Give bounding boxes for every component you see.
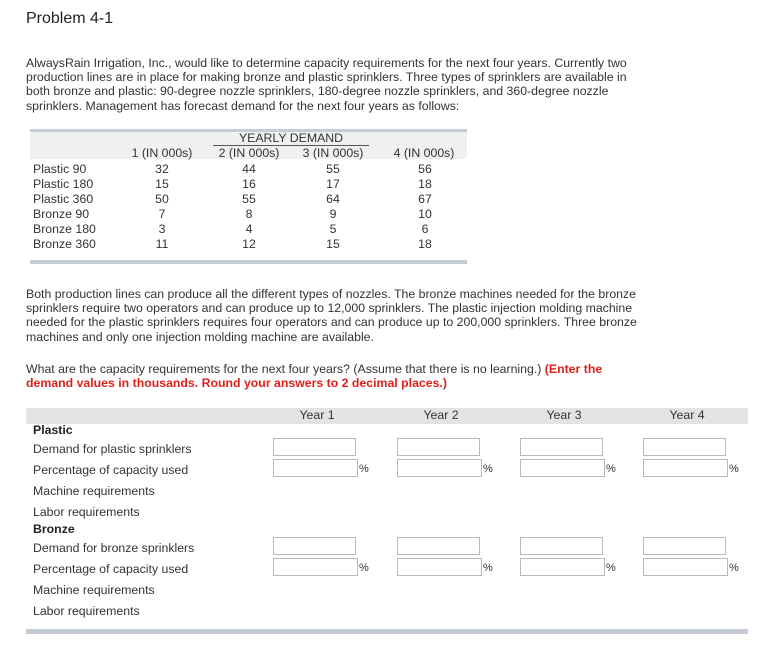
cell: 10 — [418, 207, 432, 221]
plastic-section-label: Plastic — [33, 423, 73, 437]
cell: 12 — [242, 237, 256, 251]
cell: 15 — [326, 237, 340, 251]
bronze-section-label: Bronze — [33, 522, 75, 536]
bronze-demand-year-3-input[interactable] — [520, 537, 603, 555]
row-label-plastic-machines: Machine requirements — [33, 484, 155, 498]
bronze-percentage-year-3-input[interactable] — [520, 558, 605, 576]
row-label-bronze-labor: Labor requirements — [33, 604, 140, 618]
yearly-demand-header: YEARLY DEMAND — [238, 131, 344, 145]
percent-sign: % — [483, 562, 493, 574]
header-year-1: Year 1 — [299, 408, 335, 422]
plastic-demand-year-3-input[interactable] — [520, 438, 603, 456]
bronze-percentage-year-1-input[interactable] — [273, 558, 358, 576]
col-year-4: 4 (IN 000s) — [393, 146, 455, 160]
row-label: Bronze 90 — [33, 207, 90, 221]
table-bottom-bar — [30, 260, 467, 264]
bronze-percentage-year-4-input[interactable] — [643, 558, 728, 576]
plastic-percentage-year-2-input[interactable] — [397, 459, 482, 477]
table-row — [33, 192, 463, 207]
header-year-4: Year 4 — [669, 408, 705, 422]
cell: 16 — [242, 177, 256, 191]
row-label: Bronze 360 — [33, 237, 96, 251]
table-row — [33, 162, 463, 177]
plastic-percentage-year-3-input[interactable] — [520, 459, 605, 477]
row-label-plastic-labor: Labor requirements — [33, 505, 140, 519]
percent-sign: % — [359, 562, 369, 574]
cell: 50 — [155, 192, 169, 206]
cell: 55 — [326, 162, 340, 176]
cell: 5 — [329, 222, 337, 236]
col-year-1: 1 (IN 000s) — [131, 146, 193, 160]
answer-table-footer-bar — [26, 629, 748, 634]
percent-sign: % — [483, 463, 493, 475]
demand-table — [30, 129, 467, 265]
question: What are the capacity requirements for the next four years? (Assume that there is no learning.) — [26, 362, 545, 376]
cell: 32 — [155, 162, 169, 176]
percent-sign: % — [606, 463, 616, 475]
cell: 4 — [245, 222, 253, 236]
bronze-demand-year-1-input[interactable] — [273, 537, 356, 555]
row-label-plastic-percentage: Percentage of capacity used — [33, 463, 189, 477]
row-label-bronze-percentage: Percentage of capacity used — [33, 562, 189, 576]
col-year-2: 2 (IN 000s) — [218, 146, 280, 160]
answer-table — [26, 408, 748, 634]
cell: 8 — [245, 207, 253, 221]
production-info: Both production lines can produce all the different types of nozzles. The bronze machines needed for the bronze sprinklers require two operators and can produce up to 12,000 sprinklers. The plastic injection molding machine needed for the plastic sprinklers requires four operators and can produce up to 200,000 sprinklers. Three bronze machines and only one injection molding machine are available. — [26, 287, 637, 344]
plastic-percentage-year-1-input[interactable] — [273, 459, 358, 477]
col-year-3: 3 (IN 000s) — [302, 146, 364, 160]
cell: 64 — [326, 192, 340, 206]
cell: 11 — [155, 237, 169, 251]
cell: 6 — [421, 222, 429, 236]
plastic-demand-year-2-input[interactable] — [397, 438, 480, 456]
instruction-text: (Enter the demand values in thousands. Round your answers to 2 decimal places.) — [26, 362, 603, 391]
bronze-percentage-year-2-input[interactable] — [397, 558, 482, 576]
row-label: Plastic 360 — [33, 192, 94, 206]
row-label: Bronze 180 — [33, 222, 96, 236]
cell: 7 — [158, 207, 166, 221]
percent-sign: % — [729, 463, 739, 475]
cell: 67 — [418, 192, 432, 206]
cell: 56 — [418, 162, 432, 176]
cell: 9 — [329, 207, 337, 221]
header-year-3: Year 3 — [546, 408, 582, 422]
plastic-demand-year-4-input[interactable] — [643, 438, 726, 456]
cell: 18 — [418, 237, 432, 251]
cell: 17 — [326, 177, 340, 191]
row-label: Plastic 180 — [33, 177, 94, 191]
cell: 44 — [242, 162, 256, 176]
header-year-2: Year 2 — [423, 408, 459, 422]
question-text — [26, 362, 646, 390]
row-label-bronze-demand: Demand for bronze sprinklers — [33, 541, 195, 555]
percent-sign: % — [729, 562, 739, 574]
percent-sign: % — [606, 562, 616, 574]
table-row — [33, 237, 463, 252]
cell: 15 — [155, 177, 169, 191]
table-row — [33, 177, 463, 192]
bronze-demand-year-4-input[interactable] — [643, 537, 726, 555]
row-label-plastic-demand: Demand for plastic sprinklers — [33, 442, 192, 456]
plastic-demand-year-1-input[interactable] — [273, 438, 356, 456]
cell: 55 — [242, 192, 256, 206]
bronze-demand-year-2-input[interactable] — [397, 537, 480, 555]
cell: 3 — [158, 222, 166, 236]
percent-sign: % — [359, 463, 369, 475]
problem-intro: AlwaysRain Irrigation, Inc., would like to determine capacity requirements for the next four years. Currently two production lines are in place for making bronze and plastic sprinklers. Three types of sprinklers are available in both bronze and plastic: 90-degree nozzle sprinklers, 180-degree nozzle sprinklers, and 360-degree nozzle sprinklers. Management has forecast demand for the next four years as follows: — [26, 56, 627, 113]
row-label-bronze-machines: Machine requirements — [33, 583, 155, 597]
table-row — [33, 222, 463, 237]
table-row — [33, 207, 463, 222]
page-title: Problem 4-1 — [26, 10, 114, 27]
plastic-percentage-year-4-input[interactable] — [643, 459, 728, 477]
row-label: Plastic 90 — [33, 162, 87, 176]
cell: 18 — [418, 177, 432, 191]
